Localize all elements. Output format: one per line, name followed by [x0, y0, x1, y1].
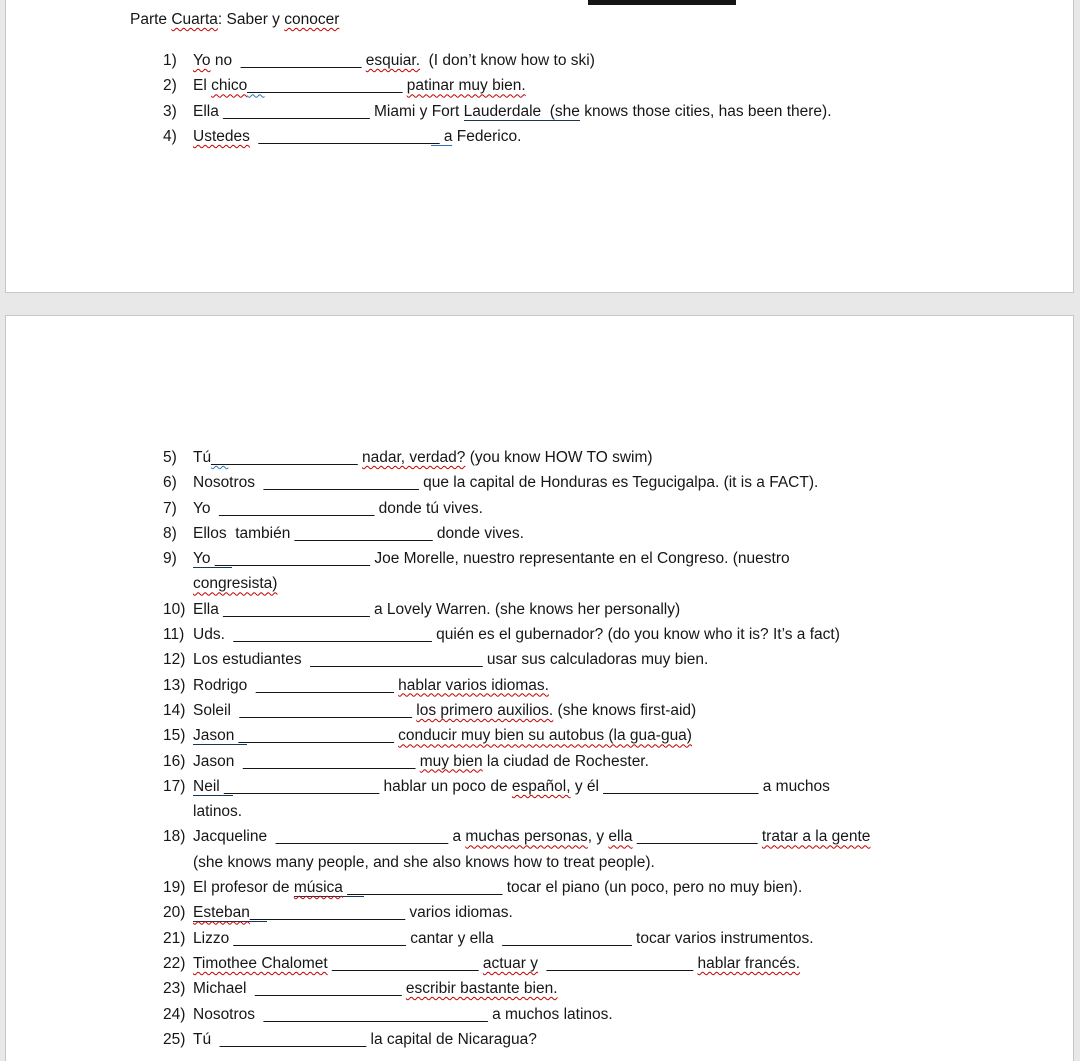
- fill-in-blank[interactable]: __: [249, 904, 268, 922]
- item-text-line: [193, 976, 558, 1001]
- text-segment: Jason _: [193, 727, 248, 745]
- text-segment: latinos.: [193, 803, 243, 821]
- text-segment: esquiar.: [365, 52, 421, 69]
- fill-in-blank[interactable]: _________________: [247, 727, 394, 745]
- text-segment: Jacqueline: [193, 828, 276, 846]
- fill-in-blank[interactable]: ____________________: [242, 752, 416, 770]
- exercise-item: [163, 824, 1053, 875]
- exercise-item: [163, 951, 1053, 976]
- item-text: [193, 673, 549, 698]
- text-segment: no: [210, 52, 241, 69]
- fill-in-blank[interactable]: ____________________: [239, 701, 412, 719]
- exercise-item: [163, 647, 1053, 672]
- item-text: [193, 900, 513, 925]
- fill-in-blank[interactable]: ________________: [232, 550, 371, 568]
- text-segment: a muchos: [758, 777, 830, 795]
- text-segment: Ella: [193, 102, 224, 120]
- text-segment: Uds.: [193, 626, 234, 644]
- exercise-item: [163, 900, 1053, 925]
- text-segment: varios idiomas.: [405, 904, 513, 922]
- item-number: 16): [163, 752, 186, 770]
- text-segment: hablar varios idiomas.: [398, 676, 549, 694]
- item-text-line: [193, 673, 549, 698]
- fill-in-blank[interactable]: ____________________: [310, 651, 483, 669]
- item-text-line: [193, 900, 513, 925]
- item-number: 5): [163, 449, 177, 466]
- item-text: [193, 124, 521, 149]
- exercise-item: [163, 48, 1053, 73]
- exercise-list: [163, 48, 1053, 149]
- item-number: 6): [163, 474, 177, 492]
- item-text: [193, 951, 800, 976]
- item-number: 25): [163, 1030, 186, 1048]
- item-text-line: [193, 597, 680, 622]
- text-segment: (she knows first-aid): [553, 701, 697, 719]
- fill-in-blank[interactable]: __________________: [603, 777, 759, 795]
- text-segment: (you know HOW TO swim): [465, 449, 653, 466]
- item-text-line: [193, 1002, 613, 1027]
- item-number: 19): [163, 879, 186, 897]
- text-segment: Federico.: [452, 127, 522, 145]
- fill-in-blank[interactable]: _________________: [546, 954, 694, 972]
- exercise-item: [163, 622, 1053, 647]
- text-segment: Nosotros: [193, 474, 264, 492]
- text-segment: donde vives.: [432, 524, 524, 542]
- text-segment: tocar varios instrumentos.: [631, 929, 814, 947]
- item-number: 17): [163, 777, 186, 795]
- fill-in-blank[interactable]: __: [247, 77, 265, 95]
- exercise-item: [163, 698, 1053, 723]
- text-segment: música: [293, 879, 343, 897]
- item-text-line: [193, 774, 830, 799]
- text-segment: Yo __: [193, 550, 233, 568]
- exercise-item: [163, 1002, 1053, 1027]
- text-segment: El profesor de: [193, 879, 294, 897]
- section-title: [130, 9, 1073, 31]
- text-segment: Jason: [193, 752, 243, 770]
- text-segment: que la capital de Honduras es Tegucigalpa. (it is a FACT).: [418, 474, 819, 492]
- item-text-line: [193, 875, 802, 900]
- item-text: [193, 723, 692, 748]
- text-segment: la capital de Nicaragua?: [366, 1030, 537, 1048]
- item-text-line: [193, 73, 526, 98]
- item-number: 13): [163, 676, 186, 694]
- text-segment: patinar muy bien.: [406, 77, 526, 95]
- fill-in-blank[interactable]: _________________: [332, 954, 479, 972]
- text-segment: cantar y ella: [405, 929, 503, 947]
- item-text: [193, 99, 832, 124]
- item-text-line: [193, 124, 521, 149]
- item-text: [193, 73, 526, 98]
- item-number: 23): [163, 980, 186, 998]
- fill-in-blank[interactable]: ____________________: [233, 929, 406, 947]
- exercise-item: [163, 723, 1053, 748]
- text-segment: tratar a la gente: [761, 828, 871, 846]
- text-segment: donde tú vives.: [374, 499, 483, 517]
- item-number: 3): [163, 102, 177, 120]
- text-segment: , y: [587, 828, 609, 846]
- item-number: 2): [163, 77, 177, 95]
- item-text: [193, 597, 680, 622]
- fill-in-blank[interactable]: __________________: [219, 499, 375, 517]
- item-text-line: [193, 951, 800, 976]
- item-number: 22): [163, 954, 186, 972]
- text-segment: Lauderdale (she: [463, 102, 580, 120]
- text-segment: a: [448, 828, 466, 846]
- exercise-item: [163, 875, 1053, 900]
- text-segment: chico: [211, 77, 248, 95]
- text-segment: Miami y Fort: [369, 102, 464, 120]
- text-segment: escribir bastante bien.: [405, 980, 558, 998]
- document-page-1[interactable]: [5, 0, 1074, 293]
- item-number: 20): [163, 904, 186, 922]
- text-segment: Joe Morelle, nuestro representante en el Congreso. (nuestro: [370, 550, 790, 568]
- text-segment: (she knows many people, and she also knows how to treat people).: [193, 853, 655, 871]
- text-segment: El: [193, 77, 212, 95]
- fill-in-blank[interactable]: _______________________: [233, 626, 432, 644]
- text-segment: Rodrigo: [193, 676, 256, 694]
- text-segment: la ciudad de Rochester.: [482, 752, 649, 770]
- item-number: 8): [163, 524, 177, 542]
- text-segment: Timothee Chalomet: [193, 954, 328, 972]
- text-segment: : Saber y: [217, 11, 285, 28]
- item-text-line: [193, 799, 830, 824]
- item-number: 21): [163, 929, 186, 947]
- item-text-line: [193, 99, 832, 124]
- fill-in-blank[interactable]: ________________: [364, 879, 503, 897]
- item-text-line: [193, 749, 649, 774]
- text-segment: y él: [570, 777, 604, 795]
- fill-in-blank[interactable]: ________________: [264, 77, 403, 95]
- fill-in-blank[interactable]: ____________________: [275, 828, 449, 846]
- text-segment: [538, 955, 547, 972]
- exercise-item: [163, 73, 1053, 98]
- fill-in-blank[interactable]: ____________________: [258, 127, 431, 145]
- fill-in-blank[interactable]: _________________: [232, 777, 380, 795]
- exercise-item: [163, 124, 1053, 149]
- text-segment: Nosotros: [193, 1005, 264, 1023]
- item-text: [193, 546, 790, 597]
- text-segment: Parte: [130, 11, 172, 28]
- text-segment: a Lovely Warren. (she knows her personally): [369, 600, 681, 618]
- item-text: [193, 647, 708, 672]
- item-text-line: [193, 470, 818, 495]
- item-text-line: [193, 647, 708, 672]
- exercise-item: [163, 749, 1053, 774]
- item-text-line: [193, 850, 870, 875]
- item-text: [193, 622, 840, 647]
- cropped-toolbar-fragment: [588, 0, 736, 5]
- item-number: 1): [163, 52, 177, 69]
- text-segment: Yo: [193, 499, 220, 517]
- text-segment: Cuarta: [171, 11, 218, 28]
- item-text: [193, 875, 802, 900]
- item-text-line: [193, 698, 696, 723]
- fill-in-blank[interactable]: ________________: [267, 904, 406, 922]
- item-text-line: [193, 622, 840, 647]
- item-number: 15): [163, 727, 186, 745]
- text-segment: Tú: [193, 1030, 220, 1048]
- item-text: [193, 496, 483, 521]
- exercise-item: [163, 470, 1053, 495]
- item-text-line: [193, 926, 814, 951]
- exercise-item: [163, 597, 1053, 622]
- text-segment: knows those cities, has been there).: [579, 102, 832, 120]
- item-text: [193, 470, 818, 495]
- exercise-item: [163, 926, 1053, 951]
- text-segment: los primero auxilios.: [416, 701, 554, 719]
- fill-in-blank[interactable]: _________________: [223, 102, 370, 120]
- fill-in-blank[interactable]: ______________: [636, 828, 758, 846]
- text-segment: usar sus calculadoras muy bien.: [482, 651, 709, 669]
- item-text: [193, 749, 649, 774]
- fill-in-blank[interactable]: ______________: [240, 52, 362, 69]
- item-text: [193, 1027, 537, 1052]
- text-segment: [250, 128, 259, 145]
- exercise-item: [163, 445, 1053, 470]
- text-segment: muy bien: [419, 752, 483, 770]
- fill-in-blank[interactable]: __: [211, 449, 229, 466]
- text-segment: muchas personas: [465, 828, 588, 846]
- text-segment: quién es el gubernador? (do you know who it is? It’s a fact): [431, 626, 840, 644]
- item-text: [193, 445, 653, 470]
- text-segment: (I don’t know how to ski): [420, 52, 595, 69]
- item-text-line: [193, 571, 790, 596]
- fill-in-blank[interactable]: _________________: [223, 600, 370, 618]
- fill-in-blank[interactable]: ________________: [294, 524, 433, 542]
- text-segment: conducir muy bien su autobus (la gua-gua): [398, 727, 692, 745]
- exercise-item: [163, 521, 1053, 546]
- item-number: 4): [163, 127, 177, 145]
- item-text-line: [193, 496, 483, 521]
- text-segment: Tú: [193, 449, 212, 466]
- item-text-line: [193, 1027, 537, 1052]
- fill-in-blank[interactable]: __________________________: [263, 1005, 488, 1023]
- text-segment: congresista): [193, 575, 278, 593]
- item-number: 9): [163, 550, 177, 568]
- exercise-item: [163, 673, 1053, 698]
- item-text-line: [193, 723, 692, 748]
- item-text-line: [193, 824, 870, 849]
- text-segment: Yo: [193, 52, 211, 69]
- item-number: 10): [163, 600, 186, 618]
- text-segment: hablar francés.: [697, 954, 801, 972]
- text-segment: Soleil: [193, 701, 240, 719]
- fill-in-blank[interactable]: _________________: [255, 980, 402, 998]
- item-text: [193, 48, 595, 73]
- item-number: 24): [163, 1005, 186, 1023]
- text-segment: Los estudiantes: [193, 651, 311, 669]
- text-segment: nadar, verdad?: [361, 449, 466, 466]
- item-text: [193, 976, 558, 1001]
- fill-in-blank[interactable]: __: [342, 879, 365, 897]
- text-segment: Esteban: [193, 904, 250, 922]
- document-page-2[interactable]: [5, 315, 1074, 1061]
- text-segment: Ellos también: [193, 524, 295, 542]
- text-segment: actuar y: [482, 954, 538, 972]
- fill-in-blank[interactable]: _______________: [502, 929, 632, 947]
- exercise-item: [163, 546, 1053, 597]
- text-segment: Ustedes: [193, 127, 250, 145]
- item-text-line: [193, 48, 595, 73]
- item-text: [193, 698, 696, 723]
- item-number: 12): [163, 651, 186, 669]
- item-number: 7): [163, 499, 177, 517]
- fill-in-blank[interactable]: _________________: [219, 1030, 367, 1048]
- exercise-item: [163, 99, 1053, 124]
- item-number: 14): [163, 701, 186, 719]
- exercise-item: [163, 774, 1053, 825]
- text-segment: Lizzo: [193, 929, 234, 947]
- item-text: [193, 926, 814, 951]
- text-segment: ella: [608, 828, 633, 846]
- text-segment: español,: [511, 777, 571, 795]
- text-segment: tocar el piano (un poco, pero no muy bien).: [502, 879, 803, 897]
- exercise-item: [163, 976, 1053, 1001]
- text-segment: _ a: [430, 127, 453, 145]
- item-number: 11): [163, 626, 185, 644]
- exercise-list: [163, 316, 1053, 1052]
- text-segment: hablar un poco de: [379, 777, 512, 795]
- text-segment: Michael: [193, 980, 256, 998]
- item-number: 18): [163, 828, 186, 846]
- exercise-item: [163, 1027, 1053, 1052]
- item-text-line: [193, 445, 653, 470]
- text-segment: Neil _: [193, 777, 233, 795]
- text-segment: a muchos latinos.: [487, 1005, 613, 1023]
- fill-in-blank[interactable]: __________________: [263, 474, 419, 492]
- item-text-line: [193, 546, 790, 571]
- exercise-item: [163, 496, 1053, 521]
- item-text: [193, 1002, 613, 1027]
- fill-in-blank[interactable]: ________________: [255, 676, 394, 694]
- text-segment: conocer: [284, 11, 340, 28]
- text-segment: Ella: [193, 600, 224, 618]
- item-text: [193, 774, 830, 825]
- fill-in-blank[interactable]: _______________: [228, 449, 358, 466]
- item-text: [193, 824, 870, 875]
- item-text: [193, 521, 524, 546]
- item-text-line: [193, 521, 524, 546]
